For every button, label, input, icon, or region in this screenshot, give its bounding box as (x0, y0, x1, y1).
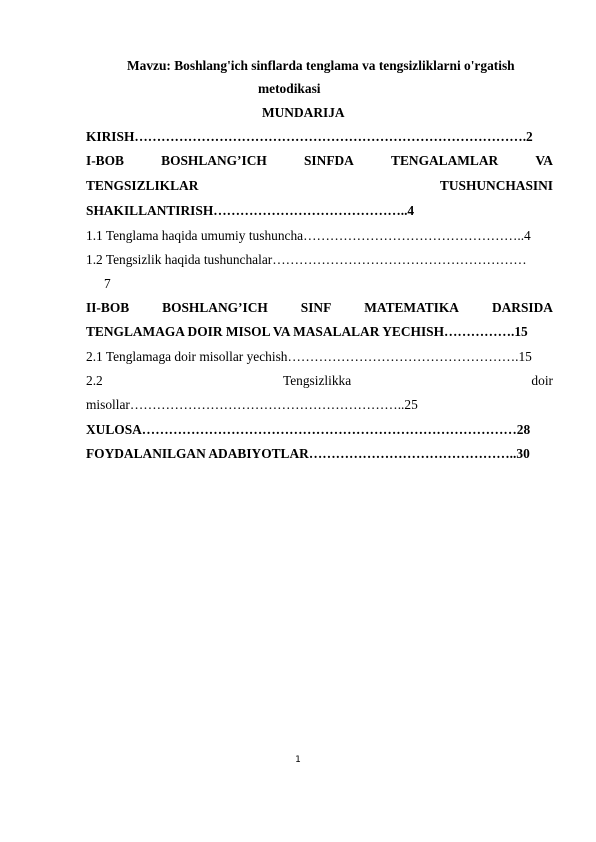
page-number: 1 (295, 755, 301, 765)
toc-entry-section-2-2-line-2[interactable]: misollar……………………………………………………..25 (86, 397, 418, 412)
toc-entry-section-1-2[interactable]: 1.2 Tengsizlik haqida tushunchalar………………………………………………… (86, 252, 527, 267)
toc-word: MATEMATIKA (364, 300, 459, 315)
toc-word: SINFDA (303, 153, 354, 168)
toc-entry-kirish[interactable]: KIRISH…………………………………………………………………………….2 (86, 129, 533, 144)
toc-word: doir (531, 373, 553, 388)
toc-entry-chapter-2-line-1[interactable] (86, 301, 553, 314)
toc-word: TENGSIZLIKLAR (86, 178, 199, 193)
toc-entry-section-1-2-page: 7 (104, 276, 111, 291)
toc-entry-section-1-1[interactable]: 1.1 Tenglama haqida umumiy tushuncha…………………………………………..4 (86, 228, 531, 243)
toc-word: BOSHLANG’ICH (162, 300, 268, 315)
toc-word: II-BOB (86, 300, 130, 315)
toc-entry-section-2-2-line-1[interactable] (86, 374, 553, 387)
toc-word: SINF (300, 300, 332, 315)
document-title-line-2: metodikasi (258, 81, 321, 96)
toc-entry-chapter-1-line-3[interactable]: SHAKILLANTIRISH……………………………………..4 (86, 203, 415, 218)
toc-word: 2.2 (86, 373, 103, 388)
toc-entry-chapter-1-line-2[interactable] (86, 179, 553, 192)
toc-word: VA (535, 153, 553, 168)
document-title-line-1: Mavzu: Boshlang'ich sinflarda tenglama va tengsizliklarni o'rgatish (127, 58, 515, 73)
toc-entry-chapter-1-line-1[interactable] (86, 154, 553, 167)
toc-entry-xulosa[interactable]: XULOSA…………………………………………………………………………28 (86, 422, 531, 437)
toc-word: I-BOB (86, 153, 124, 168)
toc-word: TENGALAMLAR (391, 153, 499, 168)
contents-heading: MUNDARIJA (262, 105, 345, 120)
toc-entry-references[interactable]: FOYDALANILGAN ADABIYOTLAR………………………………………..30 (86, 446, 530, 461)
toc-word: TUSHUNCHASINI (439, 178, 553, 193)
toc-word: DARSIDA (491, 300, 553, 315)
toc-word: BOSHLANG’ICH (161, 153, 267, 168)
toc-word: Tengsizlikka (282, 373, 352, 388)
toc-entry-chapter-2-line-2[interactable]: TENGLAMAGA DOIR MISOL VA MASALALAR YECHISH…………….15 (86, 324, 528, 339)
toc-entry-section-2-1[interactable]: 2.1 Tenglamaga doir misollar yechish…………………………………………….15 (86, 349, 532, 364)
